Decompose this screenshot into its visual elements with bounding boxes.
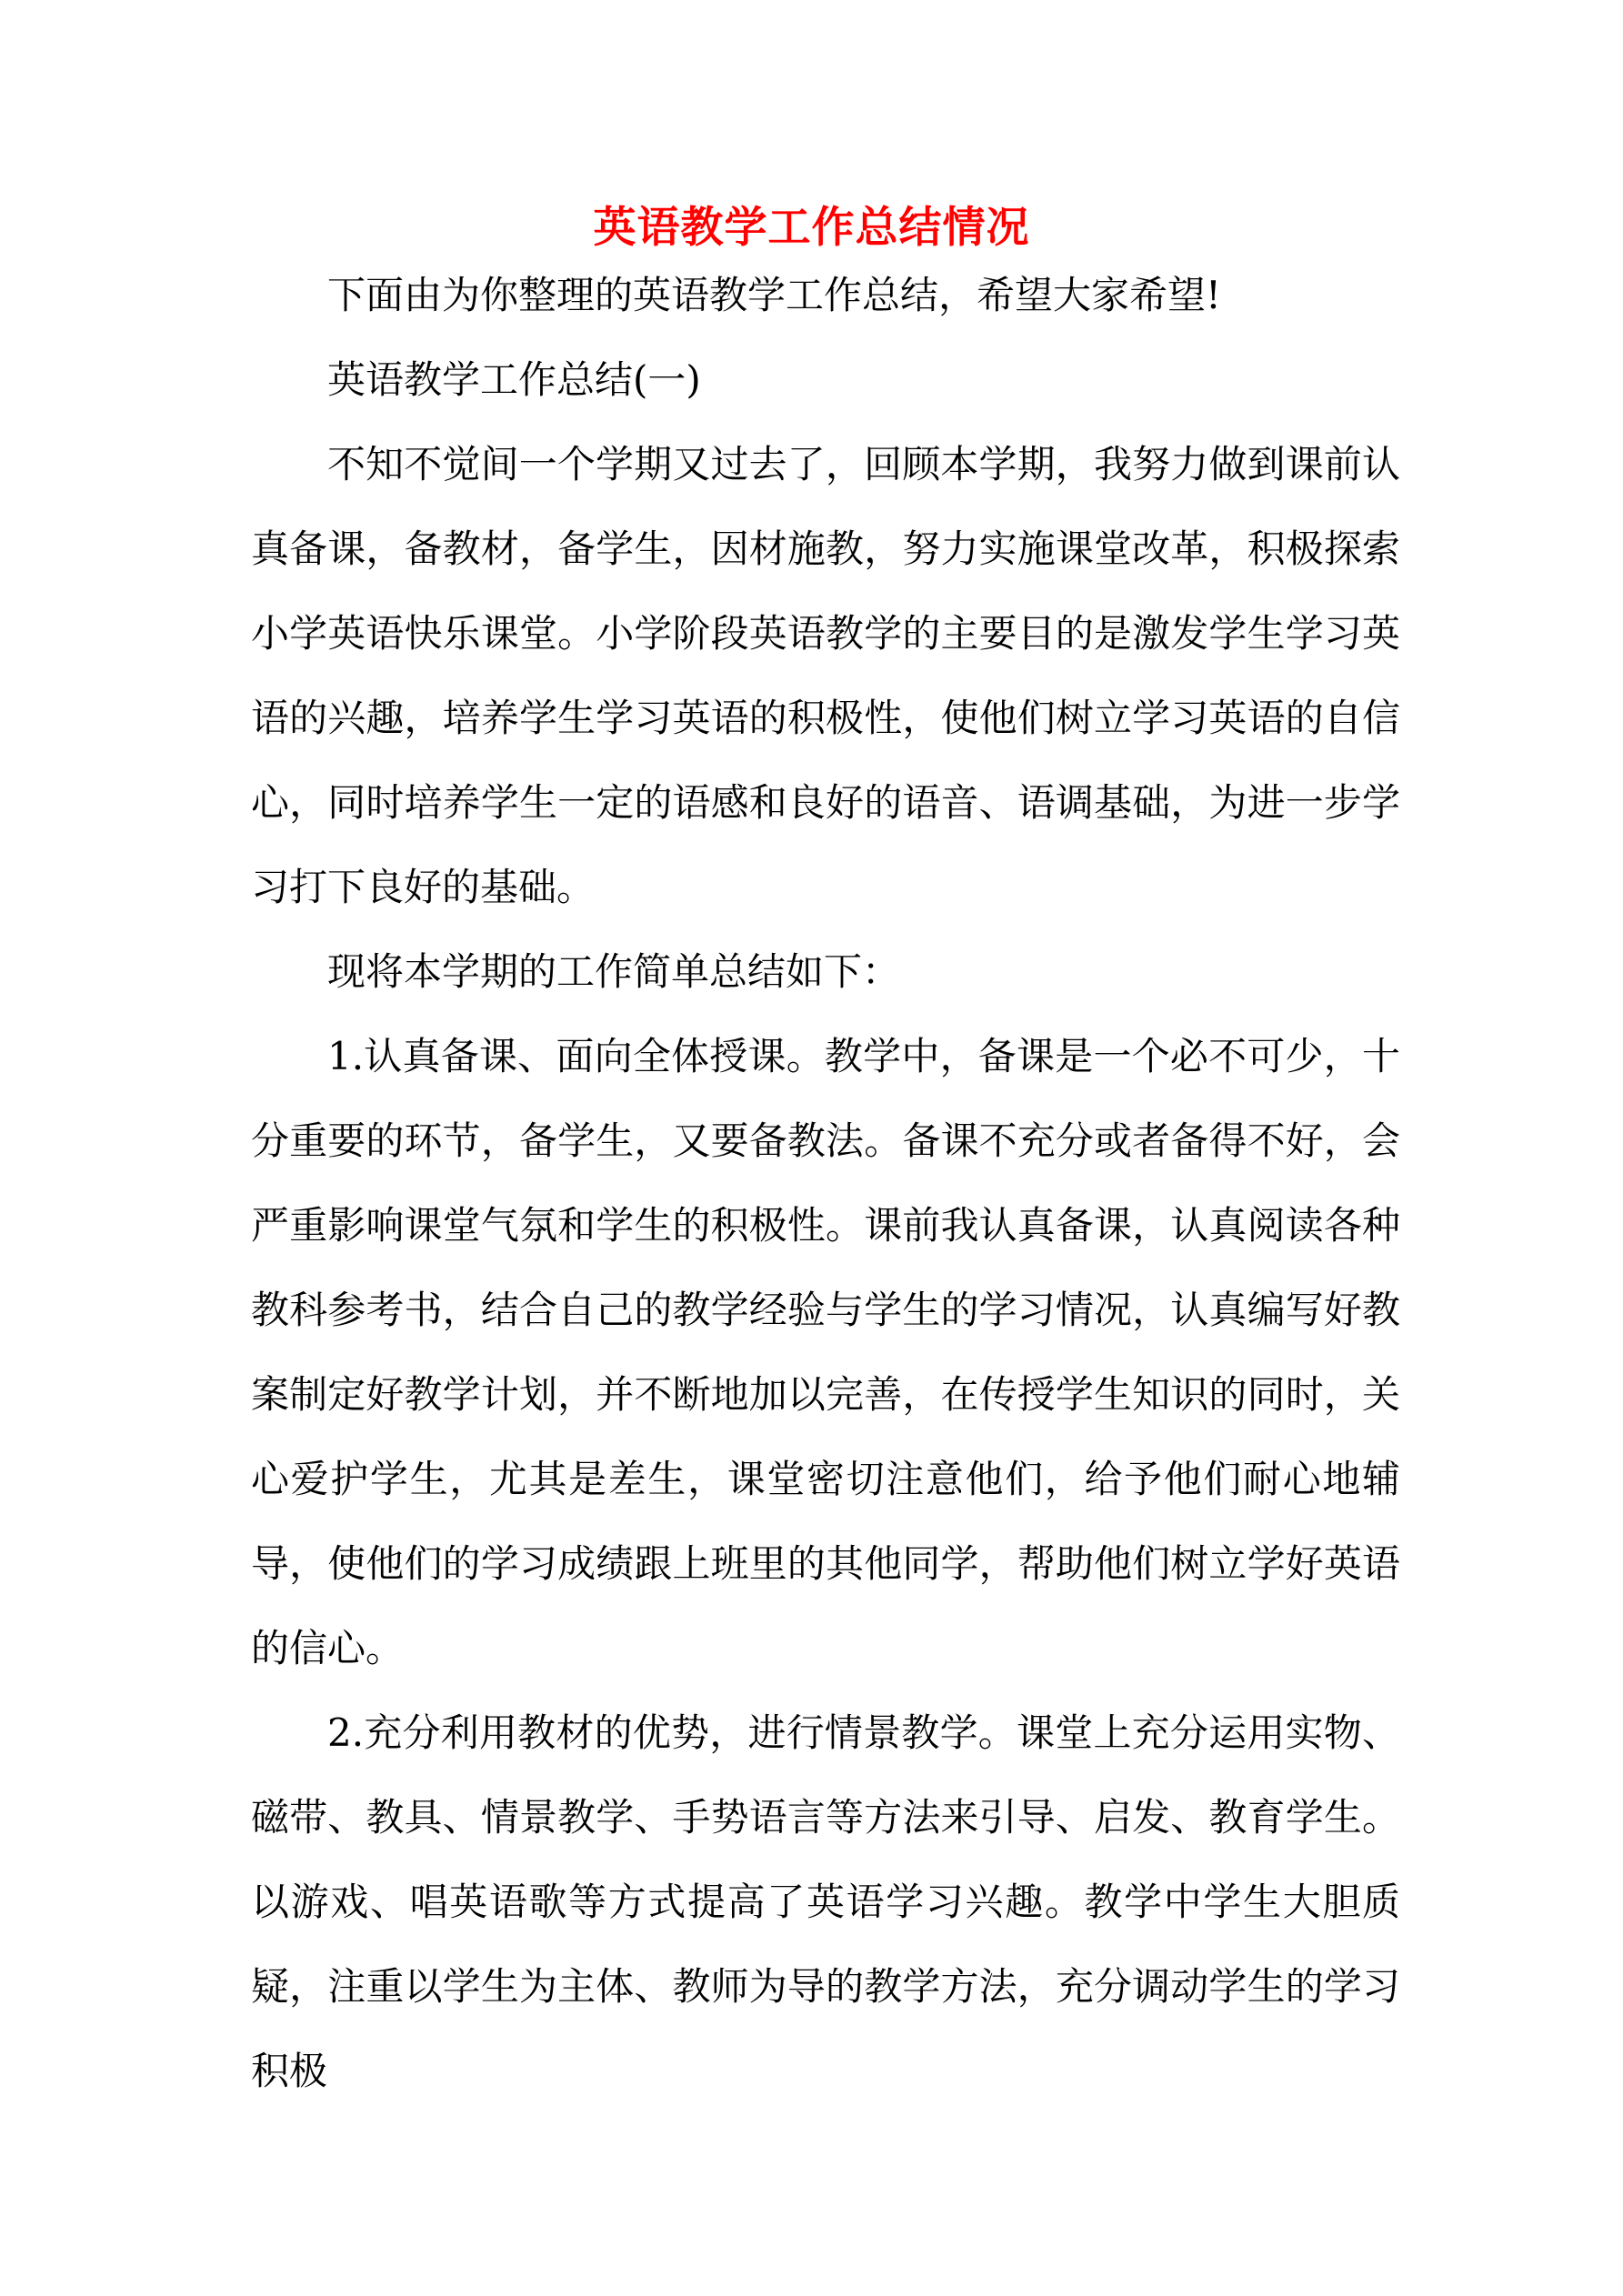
- document-body: [251, 253, 1400, 2113]
- body-paragraph: 2.充分利用教材的优势，进行情景教学。课堂上充分运用实物、磁带、教具、情景教学、手势语言等方法来引导、启发、教育学生。以游戏、唱英语歌等方式提高了英语学习兴趣。教学中学生大胆质疑，注重以学生为主体、教师为导的教学方法，充分调动学生的学习积极: [251, 1710, 1400, 2093]
- intro-paragraph: 下面由为你整理的英语教学工作总结，希望大家希望!: [327, 273, 1221, 317]
- body-paragraph: 现将本学期的工作简单总结如下：: [327, 949, 901, 994]
- body-paragraph: 1.认真备课、面向全体授课。教学中，备课是一个必不可少，十分重要的环节，备学生，又要备教法。备课不充分或者备得不好，会严重影响课堂气氛和学生的积极性。课前我认真备课，认真阅读各种教科参考书，结合自己的教学经验与学生的学习情况，认真编写好教案制定好教学计划，并不断地加以完善，在传授学生知识的同时，关心爱护学生，尤其是差生，课堂密切注意他们，给予他们耐心地辅导，使他们的学习成绩跟上班里的其他同学，帮助他们树立学好英语的信心。: [251, 1034, 1400, 1670]
- section-heading: 英语教学工作总结(一): [327, 357, 701, 402]
- page-title: 英语教学工作总结情况: [593, 203, 1030, 254]
- body-paragraph: 不知不觉间一个学期又过去了，回顾本学期，我努力做到课前认真备课，备教材，备学生，因材施教，努力实施课堂改革，积极探索小学英语快乐课堂。小学阶段英语教学的主要目的是激发学生学习英语的兴趣，培养学生学习英语的积极性，使他们树立学习英语的自信心，同时培养学生一定的语感和良好的语音、语调基础，为进一步学习打下良好的基础。: [251, 442, 1400, 909]
